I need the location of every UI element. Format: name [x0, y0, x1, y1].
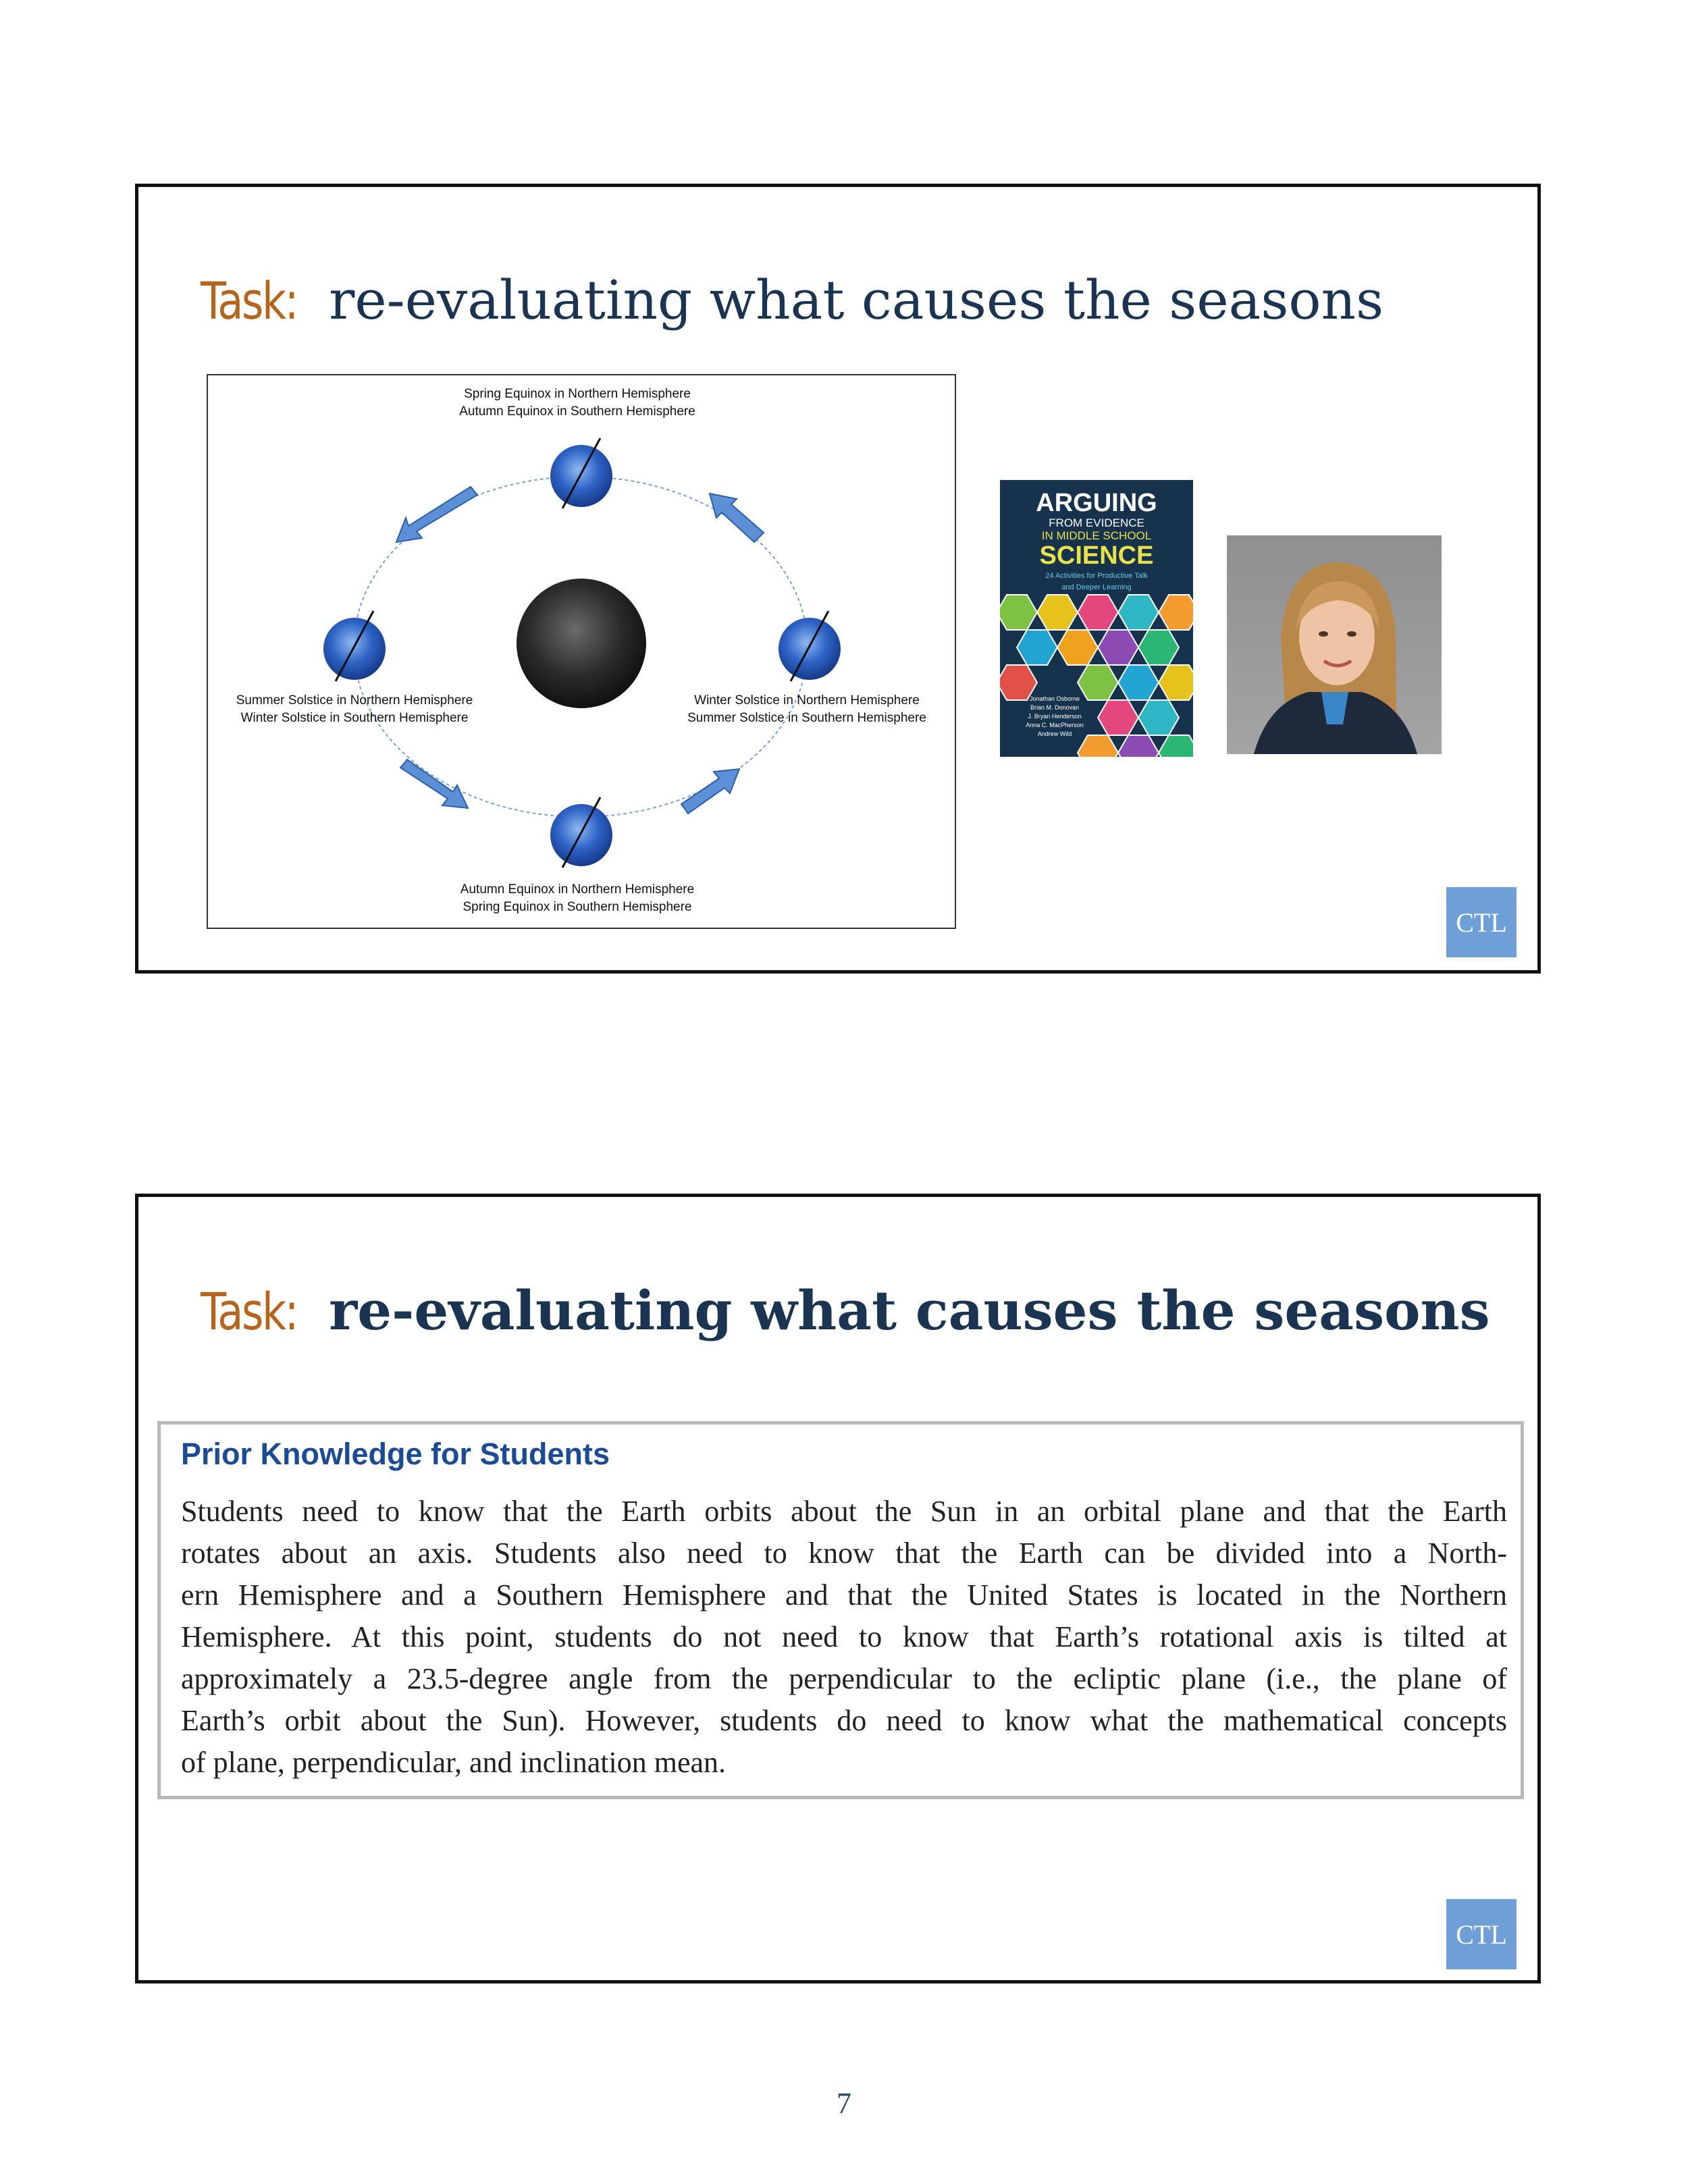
ctl-badge: CTL: [1446, 1899, 1516, 1969]
diagram-label: Autumn Equinox in Northern Hemisphere: [460, 882, 695, 897]
prior-knowledge-text: [181, 1491, 1507, 1784]
book-cover: [1000, 480, 1193, 757]
text-line: Earth’s orbit about the Sun). However, students do need to know what the mathematical concepts: [181, 1704, 1507, 1737]
book-subtitle-line: 24 Activities for Productive Talk: [1045, 572, 1148, 580]
portrait-image: [1227, 535, 1442, 754]
title-task-label: Task:: [201, 1281, 298, 1341]
seasons-diagram: [206, 373, 957, 930]
book-author: J. Bryan Henderson: [1028, 713, 1082, 720]
slide-title: [201, 267, 1383, 335]
book-authors: [1018, 695, 1092, 739]
diagram-label: Spring Equinox in Northern Hemisphere: [464, 387, 691, 401]
author-photo: [1227, 535, 1442, 754]
slide-1: [135, 184, 1541, 974]
text-line: Students need to know that the Earth orbits about the Sun in an orbital plane and that the Earth: [181, 1495, 1507, 1528]
text-line: approximately a 23.5-degree angle from the perpendicular to the ecliptic plane (i.e., the plane of: [181, 1662, 1507, 1695]
text-line: Hemisphere. At this point, students do not need to know that Earth’s rotational axis is tilted at: [181, 1620, 1507, 1653]
slide-2: [135, 1194, 1541, 1983]
book-title-line: ARGUING: [1036, 489, 1157, 517]
text-line: ern Hemisphere and a Southern Hemisphere and that the United States is located in the Northern: [181, 1578, 1507, 1612]
text-line: of plane, perpendicular, and inclination mean.: [181, 1746, 727, 1779]
diagram-label: Summer Solstice in Southern Hemisphere: [687, 711, 926, 725]
book-author: Jonathan Osborne: [1029, 695, 1080, 702]
diagram-label: Autumn Equinox in Southern Hemisphere: [459, 404, 695, 419]
book-subtitle-line: and Deeper Learning: [1061, 583, 1132, 591]
title-topic: re-evaluating what causes the seasons: [329, 269, 1384, 331]
title-topic: re-evaluating what causes the seasons: [329, 1279, 1490, 1342]
page-number: 7: [837, 2087, 851, 2120]
title-task-label: Task:: [201, 271, 298, 331]
diagram-label: Spring Equinox in Southern Hemisphere: [463, 900, 692, 914]
book-author: Andrew Wild: [1037, 730, 1072, 737]
diagram-label: Winter Solstice in Southern Hemisphere: [240, 711, 469, 725]
text-line: rotates about an axis. Students also need to know that the Earth can be divided into a North-: [181, 1537, 1507, 1570]
seasons-diagram-graphic: [206, 373, 957, 930]
book-title-line: FROM EVIDENCE: [1049, 516, 1144, 529]
book-author: Brian M. Donovan: [1030, 704, 1080, 711]
ctl-badge: CTL: [1446, 887, 1516, 957]
slide-title: [201, 1277, 1490, 1346]
prior-knowledge-box: [157, 1421, 1524, 1799]
sun-icon: [517, 579, 646, 708]
prior-knowledge-heading: Prior Knowledge for Students: [181, 1437, 610, 1471]
book-title-line: IN MIDDLE SCHOOL: [1041, 529, 1152, 542]
diagram-label: Winter Solstice in Northern Hemisphere: [694, 693, 920, 708]
book-title-line: SCIENCE: [1039, 541, 1154, 570]
diagram-label: Summer Solstice in Northern Hemisphere: [236, 693, 473, 708]
book-author: Anna C. MacPherson: [1026, 722, 1084, 728]
